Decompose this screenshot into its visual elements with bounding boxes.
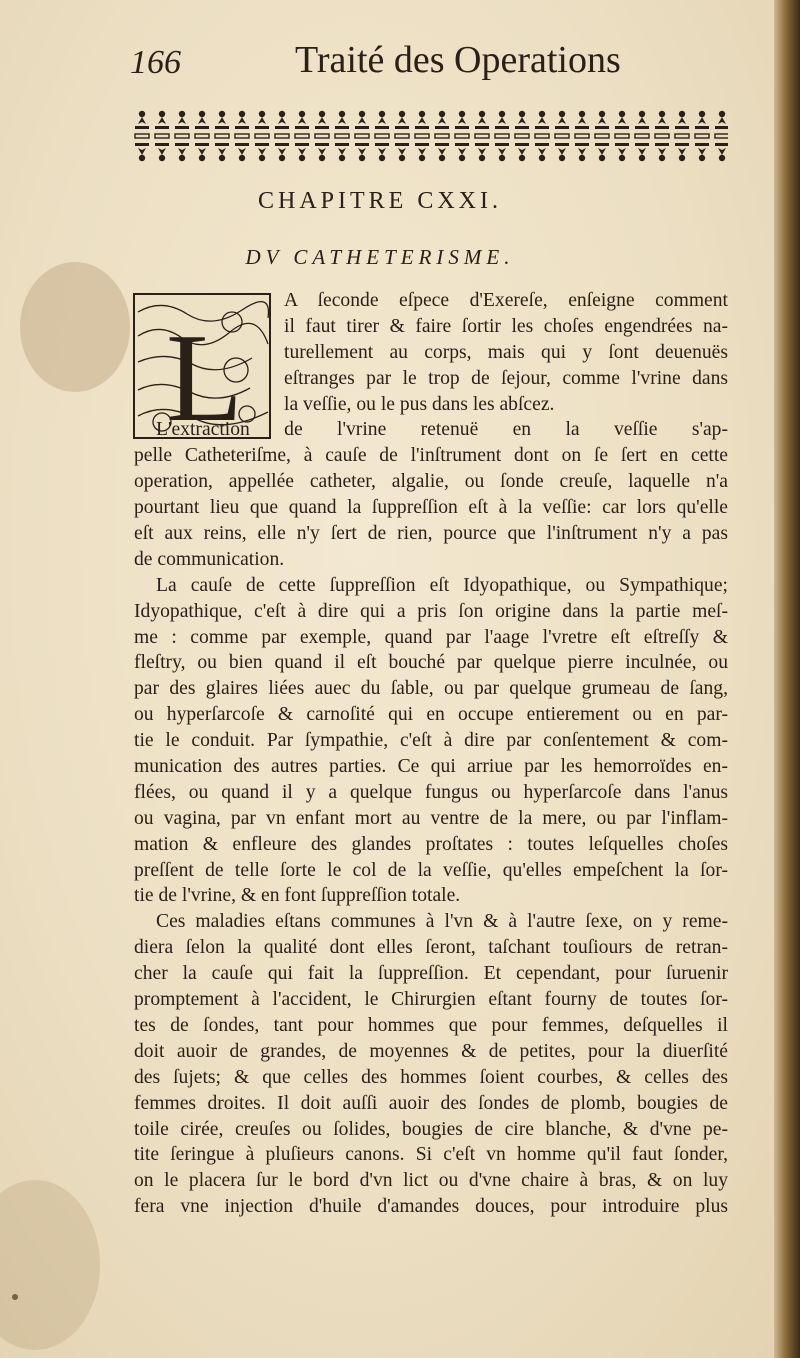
page-number: 166: [130, 44, 181, 81]
text-line: flées, ou quand il y a quelque fungus ou hyperſarcoſe dans l'anus: [134, 781, 728, 803]
page-header: [130, 38, 750, 88]
text-line: toile cirée, creuſes ou ſolides, bougies de cire blanche, & d'vne pe-: [134, 1118, 728, 1140]
paper-stain: [20, 262, 130, 392]
text-line: La cauſe de cette ſuppreſſion eſt Idyopathique, ou Sympathique;: [156, 574, 728, 596]
text-line: de communication.: [134, 548, 285, 570]
text-line: on le placera ſur le bord d'vn lict ou d'vne chaire à bras, & on luy: [134, 1170, 728, 1192]
text-line: tie de l'vrine, & en font ſuppreſſion totale.: [134, 885, 461, 907]
chapter-subtitle: DV CATHETERISME.: [245, 245, 515, 269]
text-line: diera ſelon la qualité dont elles ſeront, taſchant touſiours de retran-: [134, 937, 728, 959]
body-text: [134, 288, 728, 1220]
text-line: cher la cauſe qui fait la ſuppreſſion. Et cependant, pour ſuruenir: [134, 963, 728, 985]
text-line: Idyopathique, c'eſt à dire qui a pris ſon origine dans la partie meſ-: [134, 600, 728, 622]
text-line: operation, appellée catheter, algalie, ou ſonde creuſe, laquelle n'a: [134, 471, 728, 493]
text-line: tes de ſondes, tant pour hommes que pour femmes, deſquelles il: [134, 1014, 728, 1036]
running-title: Traité des Operations: [295, 39, 621, 81]
text-line: ou hyperſarcoſe & carnoſité qui en occupe entierement ou en par-: [134, 704, 728, 726]
drop-cap-letter: L: [166, 309, 243, 440]
text-line: L'extraction de l'vrine retenuë en la veſſie s'ap-: [156, 419, 728, 441]
text-line: preſſent de telle ſorte le col de la veſſie, qu'elles empeſchent la ſor-: [134, 859, 728, 881]
text-line: eſt aux reins, elle n'y ſert de rien, pource que l'inſtrument n'y a pas: [134, 523, 728, 545]
text-line: il faut tirer & faire ſortir les choſes engendrées na-: [284, 315, 728, 337]
text-line: tie le conduit. Par ſympathie, c'eſt à dire par conſentement & com-: [134, 730, 728, 752]
text-line: par des glaires liées auec du ſable, ou par quelque grumeau de ſang,: [134, 678, 728, 700]
text-line: turellement au corps, mais qui y ſont deuenuës: [284, 341, 728, 363]
paper-stain: [0, 1180, 100, 1350]
text-line: pelle Catheteriſme, à cauſe de l'inſtrument dont on ſe ſert en cette: [134, 445, 728, 467]
text-line: Ces maladies eſtans communes à l'vn & à l'autre ſexe, on y reme-: [156, 911, 728, 933]
margin-mark: [6, 1288, 24, 1306]
text-line: des ſujets; & que celles des hommes ſoient courbes, & celles des: [134, 1066, 728, 1088]
text-line: fera vne injection d'huile d'amandes douces, pour introduire plus: [134, 1196, 728, 1218]
text-line: tite ſeringue à pluſieurs canons. Si c'eſt vn homme qu'il faut ſonder,: [134, 1144, 728, 1166]
text-line: femmes droites. Il doit auſſi auoir des ſondes de plomb, bougies de: [134, 1092, 728, 1114]
text-line: ou vagina, par vn enfant mort au ventre de la mere, ou par l'inflam-: [134, 807, 728, 829]
text-line: munication des autres parties. Ce qui arriue par les hemorroïdes en-: [134, 756, 728, 778]
decorative-ornament-band: [132, 108, 728, 164]
text-line: promptement à l'accident, le Chirurgien eſtant fourny de toutes ſor-: [134, 989, 728, 1011]
text-line: me : comme par exemple, quand par l'aage l'vretre eſt eſtreſſy &: [134, 626, 728, 648]
chapter-heading: CHAPITRE CXXI.: [257, 188, 502, 214]
text-line: A ſeconde eſpece d'Exereſe, enſeigne comment: [284, 290, 728, 311]
text-line: mation & enfleure des glandes proſtates : toutes leſquelles choſes: [134, 833, 728, 855]
book-gutter-shadow: [774, 0, 800, 1358]
text-line: doit auoir de grandes, de moyennes & de petites, pour la diuerſité: [134, 1040, 728, 1062]
text-line: fleſtry, ou bien quand il eſt bouché par quelque pierre inculnée, ou: [134, 652, 728, 674]
text-line: la veſſie, ou le pus dans les abſcez.: [284, 393, 555, 415]
text-line: pourtant lieu que quand la ſuppreſſion eſt à la veſſie: car lors qu'elle: [134, 497, 728, 519]
text-line: eſtranges par le trop de ſejour, comme l'vrine dans: [284, 367, 728, 389]
